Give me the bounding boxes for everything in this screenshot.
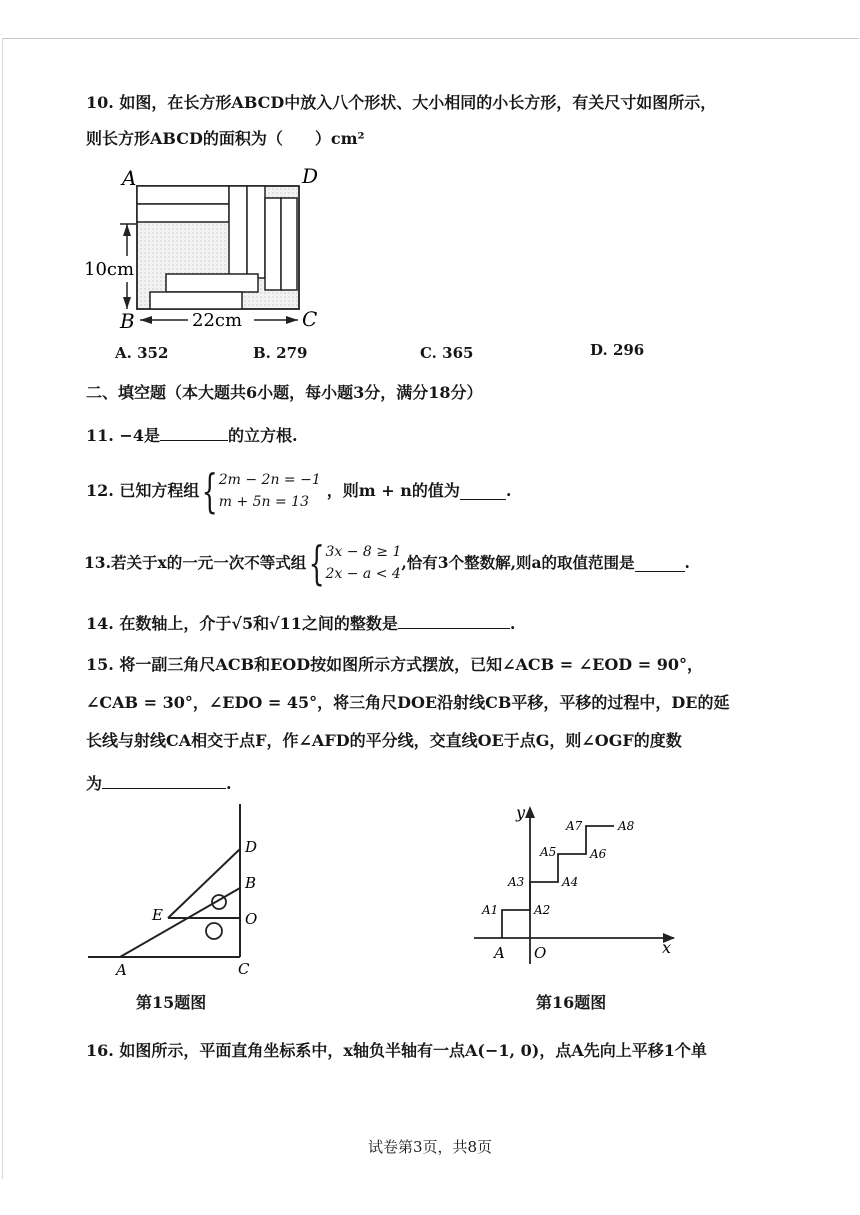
q10-strip-7 (166, 274, 258, 292)
q16-label-a2: A2 (534, 903, 551, 917)
q10-label-a: A (122, 166, 137, 190)
q15-label-c: C (238, 960, 250, 978)
q10-strip-1 (137, 186, 229, 204)
q15-label-e: E (152, 906, 163, 924)
q16-label-a4: A4 (562, 875, 579, 889)
q10-figure (80, 164, 340, 339)
q12: 12. 已知方程组{ 2m − 2n = −1 m + 5n = 13 ，则m + n的值为 . (86, 464, 512, 518)
q10-option-c: C. 365 (420, 344, 474, 362)
q10-line2: 则长方形ABCD的面积为（ ）cm² (86, 129, 365, 148)
q10-strip-4 (247, 186, 265, 278)
q14-answer-blank[interactable] (398, 612, 510, 629)
q16-label-a: A (494, 944, 505, 962)
q16-figure (470, 798, 680, 970)
q12-equation-system: { 2m − 2n = −1 m + 5n = 13 (202, 464, 321, 518)
q15-figure (80, 800, 280, 982)
q15-line2: ∠CAB = 30°，∠EDO = 45°，将三角尺DOE沿射线CB平移，平移的过程中，DE的延 (86, 693, 730, 712)
q15-line3: 长线与射线CA相交于点F，作∠AFD的平分线，交直线OE于点G，则∠OGF的度数 (86, 731, 682, 750)
q11: 11. −4是 的立方根. (86, 426, 298, 445)
q10-strip-5 (265, 198, 281, 290)
q10-option-b: B. 279 (253, 344, 308, 362)
q16-label-a3: A3 (508, 875, 525, 889)
q15-label-d: D (245, 838, 258, 856)
q10-label-d: D (302, 164, 319, 188)
q10-option-a: A. 352 (115, 344, 169, 362)
q10-text-1: 如图，在长方形ABCD中放入八个形状、大小相同的小长方形，有关尺寸如图所示， (119, 93, 717, 112)
q10-line1 (86, 92, 716, 114)
q15-label-b: B (245, 874, 257, 892)
q12-answer-blank[interactable] (460, 483, 506, 500)
q15-answer-blank[interactable] (102, 772, 226, 789)
q13-inequality-system: { 3x − 8 ≥ 1 2x − a < 4 (308, 536, 402, 590)
q15-caption: 第15题图 (136, 993, 207, 1012)
q10-option-d: D. 296 (590, 341, 645, 359)
q15-label-o: O (245, 910, 258, 928)
q15-label-a: A (116, 961, 127, 979)
q16-label-o: O (534, 944, 547, 962)
q16-label-a5: A5 (540, 845, 557, 859)
q16-caption: 第16题图 (536, 993, 607, 1012)
q11-answer-blank[interactable] (160, 424, 228, 441)
q10-strip-8 (150, 292, 242, 309)
q16-label-y: y (516, 803, 526, 822)
q14: 14. 在数轴上，介于√5和√11之间的整数是 . (86, 614, 516, 633)
q16-label-x: x (662, 938, 672, 957)
q10-label-b: B (120, 309, 135, 333)
q10-width-label: 22cm (192, 310, 243, 331)
q16-label-a6: A6 (590, 847, 607, 861)
q10-strip-2 (137, 204, 229, 222)
q16-label-a8: A8 (618, 819, 635, 833)
q16-label-a1: A1 (482, 903, 499, 917)
q10-number: 10. (86, 93, 114, 112)
q15-line4: 为 . (86, 774, 232, 793)
q13: 13.若关于x的一元一次不等式组{ 3x − 8 ≥ 1 2x − a < 4 ,恰有3个整数解,则a的取值范围是 . (84, 536, 690, 590)
q10-strip-3 (229, 186, 247, 278)
page-footer: 试卷第3页，共8页 (367, 1138, 493, 1156)
q10-height-label: 10cm (84, 259, 135, 280)
q16-label-a7: A7 (566, 819, 583, 833)
q13-answer-blank[interactable] (635, 555, 685, 572)
q10-strip-6 (281, 198, 297, 290)
q16-line1: 16. 如图所示，平面直角坐标系中，x轴负半轴有一点A(−1, 0)，点A先向上平移1个单 (86, 1041, 707, 1060)
q10-label-c: C (302, 307, 318, 331)
q15-line1: 15. 将一副三角尺ACB和EOD按如图所示方式摆放，已知∠ACB = ∠EOD = 90°， (86, 655, 703, 674)
section2-heading: 二、填空题（本大题共6小题，每小题3分，满分18分） (86, 383, 483, 402)
